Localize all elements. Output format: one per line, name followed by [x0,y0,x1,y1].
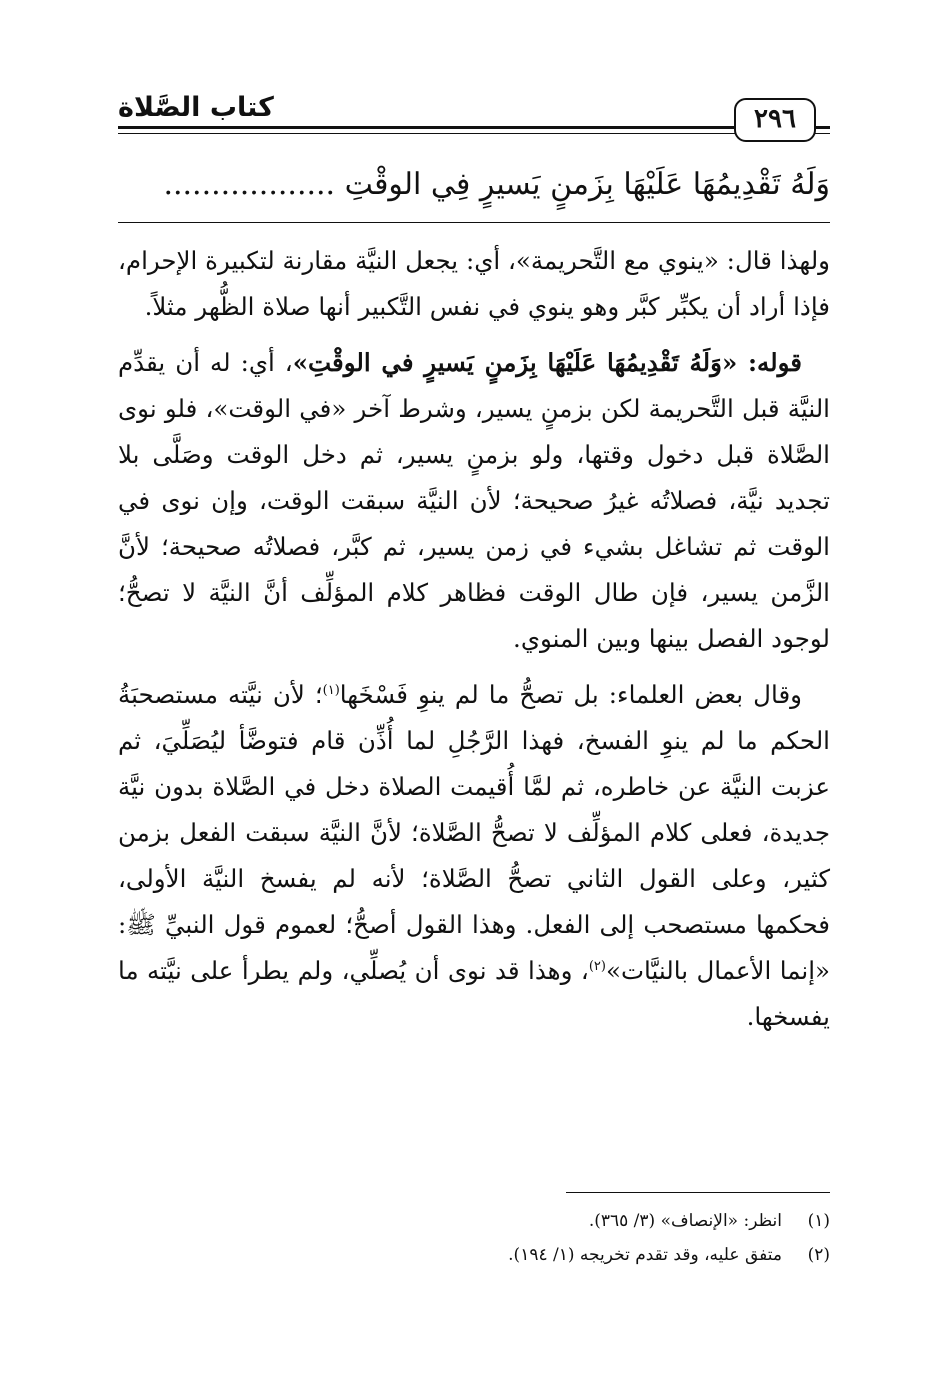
commentary-body [118,238,830,1050]
footnote-ref[interactable]: (١) [322,682,340,698]
book-title: كتاب الصَّلاة [118,92,274,123]
matn-heading: وَلَهُ تَقْدِيمُهَا عَلَيْهَا بِزَمنٍ يَسيرٍ فِي الوقْتِ .................. [163,167,830,202]
matn-rule [118,222,830,223]
page-header [118,88,830,146]
paragraph [118,672,830,1040]
paragraph [118,340,830,662]
paragraph-text: ، أي: له أن يقدِّم النيَّة قبل التَّحريمة لكن بزمنٍ يسير، وشرط آخر «في الوقت»، فلو نوى الصَّلاة قبل دخول وقتها، ولو بزمنٍ يسير، ثم دخل الوقت وصَلَّى بلا تجديد نيَّة، فصلاتُه غيرُ صحيحة؛ لأن النيَّة سبقت الوقت، وإن نوى في الوقت ثم تشاغل بشيء في زمن يسير، ثم كبَّر، فصلاتُه صحيحة؛ لأنَّ الزَّمن يسير، فإن طال الوقت فظاهر كلام المؤلِّف أنَّ النيَّة لا تصحُّ؛ لوجود الفصل بينها وبين المنوي. [118,348,830,653]
header-rule-thin [118,133,830,134]
page-number: ٢٩٦ [734,98,816,142]
footnote-number: (٢) [807,1245,830,1265]
footnote [118,1238,830,1272]
paragraph [118,238,830,330]
paragraph-text: وقال بعض العلماء: بل تصحُّ ما لم ينوِ فَسْخَها [339,680,802,709]
paragraph-text: ؛ لأن نيَّته مستصحبَةُ الحكم ما لم ينوِ الفسخ، فهذا الرَّجُلِ لما أُذِّن قام فتوضَّأ ليُصَلِّيَ، ثم عزبت النيَّة عن خاطره، ثم لمَّا أُقيمت الصلاة دخل في الصَّلاة بدون نيَّة جديدة، فعلى كلام المؤلِّف لا تصحُّ الصَّلاة؛ لأنَّ النيَّة سبقت الفعل بزمن كثير، وعلى القول الثاني تصحُّ الصَّلاة؛ لأنه لم يفسخ النيَّة الأولى، فحكمها مستصحب إلى الفعل. وهذا القول أصحُّ؛ لعموم قول النبيِّ ﷺ: «إنما الأعمال بالنيَّات» [118,680,831,985]
header-rule [118,126,830,129]
footnote-text: متفق عليه، وقد تقدم تخريجه (١/ ١٩٤). [508,1245,782,1265]
footnote-text: انظر: «الإنصاف» (٣/ ٣٦٥). [588,1211,782,1231]
matn-quote: قوله: «وَلَهُ تَقْدِيمُهَا عَلَيْهَا بِزَمنٍ يَسيرٍ في الوقْتِ» [292,348,802,377]
footnote-ref[interactable]: (٢) [588,958,606,974]
paragraph-text: ، وهذا قد نوى أن يُصلِّي، ولم يطرأ على نيَّته ما يفسخها. [118,956,830,1031]
footnote [118,1204,830,1238]
paragraph-text: ولهذا قال: «ينوي مع التَّحريمة»، أي: يجعل النيَّة مقارنة لتكبيرة الإحرام، فإذا أراد أن يكبِّر كبَّر وهو ينوي في نفس التَّكبير أنها صلاة الظُّهر مثلاً. [118,246,830,321]
footnotes [118,1204,830,1272]
footnote-rule [566,1192,830,1193]
footnote-number: (١) [807,1211,830,1231]
